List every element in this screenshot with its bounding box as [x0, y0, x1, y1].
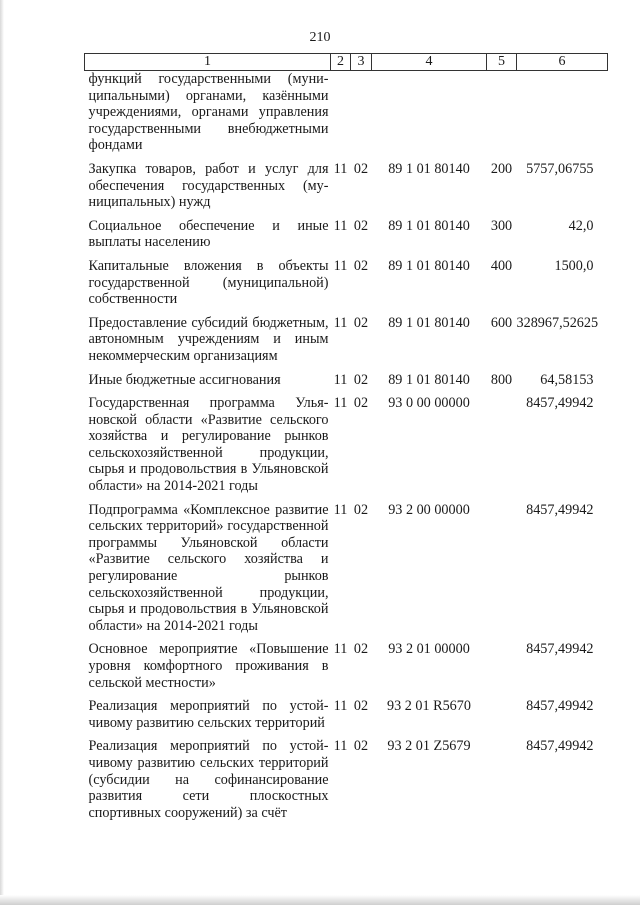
col-header-name: 1 — [85, 54, 331, 71]
row-subsection: 02 — [353, 314, 369, 331]
row-target-code: 93 2 00 00000 — [388, 501, 470, 518]
table-row — [85, 258, 608, 315]
row-subsection: 02 — [353, 160, 369, 177]
row-section: 11 — [333, 738, 348, 755]
row-expense-type — [487, 738, 517, 828]
row-subsection: 02 — [353, 371, 369, 388]
row-amount: 328967,52625 — [516, 314, 599, 331]
row-amount: 8457,49942 — [526, 641, 594, 658]
row-name: Предоставление субсидий бюджетным, автономным учреждениям и иным некоммерческим организациям — [88, 314, 329, 364]
col-header-subsection: 3 — [351, 54, 372, 71]
col-header-target-code: 4 — [372, 54, 487, 71]
row-expense-type — [487, 641, 517, 698]
row-expense-type — [487, 71, 517, 161]
row-expense-type: 800 — [490, 371, 513, 388]
row-subsection: 02 — [353, 395, 369, 412]
row-name: Основное мероприятие «Повышение уровня комфортного проживания в сельской местности» — [88, 641, 329, 691]
row-subsection — [351, 71, 372, 161]
row-expense-type — [487, 395, 517, 502]
row-expense-type: 200 — [490, 160, 513, 177]
row-subsection: 02 — [353, 641, 369, 658]
row-target-code: 93 0 00 00000 — [388, 395, 470, 412]
row-expense-type: 300 — [490, 217, 513, 234]
row-amount: 42,0 — [568, 217, 594, 234]
row-name: Закупка товаров, работ и услуг для обеспечения государственных (муниципальных) нужд — [88, 160, 329, 211]
row-amount: 64,58153 — [540, 371, 594, 388]
row-subsection: 02 — [353, 501, 369, 518]
row-name: Реализация мероприятий по устойчивому развитию сельских территорий (субсидии на софинансирование развития сети плоскостных спортивных сооружений) за счёт — [88, 738, 329, 821]
table-row — [85, 372, 608, 396]
table-row — [85, 641, 608, 698]
row-target-code: 93 2 01 Z5679 — [387, 738, 471, 755]
row-subsection: 02 — [353, 257, 369, 274]
row-name: Иные бюджетные ассигнования — [88, 371, 281, 388]
table-row — [85, 161, 608, 218]
row-amount: 8457,49942 — [526, 698, 594, 715]
col-header-amount: 6 — [517, 54, 608, 71]
row-section: 11 — [333, 217, 348, 234]
row-amount: 5757,06755 — [526, 160, 594, 177]
table-body — [85, 71, 608, 829]
row-section: 11 — [333, 257, 348, 274]
row-target-code: 89 1 01 80140 — [388, 371, 470, 388]
row-expense-type — [487, 698, 517, 738]
row-name: Капитальные вложения в объекты государственной (муниципальной) собственности — [88, 257, 329, 308]
row-amount — [517, 71, 608, 161]
row-target-code — [372, 71, 487, 161]
row-name: Социальное обеспечение и иные выплаты населению — [88, 217, 329, 251]
row-target-code: 89 1 01 80140 — [388, 160, 470, 177]
row-section: 11 — [333, 371, 348, 388]
row-target-code: 89 1 01 80140 — [388, 257, 470, 274]
row-amount: 8457,49942 — [526, 395, 594, 412]
row-expense-type: 400 — [490, 257, 513, 274]
row-section — [331, 71, 351, 161]
row-expense-type — [487, 502, 517, 642]
row-expense-type: 600 — [490, 314, 513, 331]
table-row — [85, 738, 608, 828]
row-subsection: 02 — [353, 698, 369, 715]
row-section: 11 — [333, 501, 348, 518]
row-name: Государственная программа Ульяновской области «Развитие сельского хозяйства и регулирование рынков сельскохозяйственной продукции, сырья и продовольствия в Ульяновской области» на 2014-2021 годы — [88, 395, 329, 495]
scan-bottom-edge — [0, 895, 640, 905]
col-header-section: 2 — [331, 54, 351, 71]
table-row — [85, 71, 608, 161]
table-row — [85, 502, 608, 642]
row-section: 11 — [333, 314, 348, 331]
budget-table — [84, 53, 608, 828]
row-section: 11 — [333, 395, 348, 412]
table-row — [85, 315, 608, 372]
header-row — [85, 54, 608, 71]
row-amount: 1500,0 — [554, 257, 594, 274]
row-target-code: 89 1 01 80140 — [388, 217, 470, 234]
row-subsection: 02 — [353, 738, 369, 755]
row-name: Реализация мероприятий по устойчивому развитию сельских территорий — [88, 698, 329, 731]
scan-left-edge — [0, 0, 4, 905]
row-target-code: 93 2 01 00000 — [388, 641, 470, 658]
table-row — [85, 395, 608, 502]
table-row — [85, 218, 608, 258]
row-subsection: 02 — [353, 217, 369, 234]
row-section: 11 — [333, 641, 348, 658]
col-header-expense-type: 5 — [487, 54, 517, 71]
row-name: Подпрограмма «Комплексное развитие сельских территорий» государственной программы Ульяновской области «Развитие сельского хозяйства и регулирование рынков сельскохозяйственной продукции, сырья и продовольствия в Ульяновской области» на 2014-2021 годы — [88, 501, 329, 634]
row-target-code: 89 1 01 80140 — [388, 314, 470, 331]
row-section: 11 — [333, 698, 348, 715]
row-amount: 8457,49942 — [526, 501, 594, 518]
row-section: 11 — [333, 160, 348, 177]
table-row — [85, 698, 608, 738]
row-target-code: 93 2 01 R5670 — [387, 698, 471, 715]
row-amount: 8457,49942 — [526, 738, 594, 755]
table-header — [85, 54, 608, 71]
row-name: функций государственными (муниципальными) органами, казёнными учреждениями, органами управления государственными внебюджетными фондами — [88, 71, 329, 154]
page-number: 210 — [309, 30, 331, 45]
